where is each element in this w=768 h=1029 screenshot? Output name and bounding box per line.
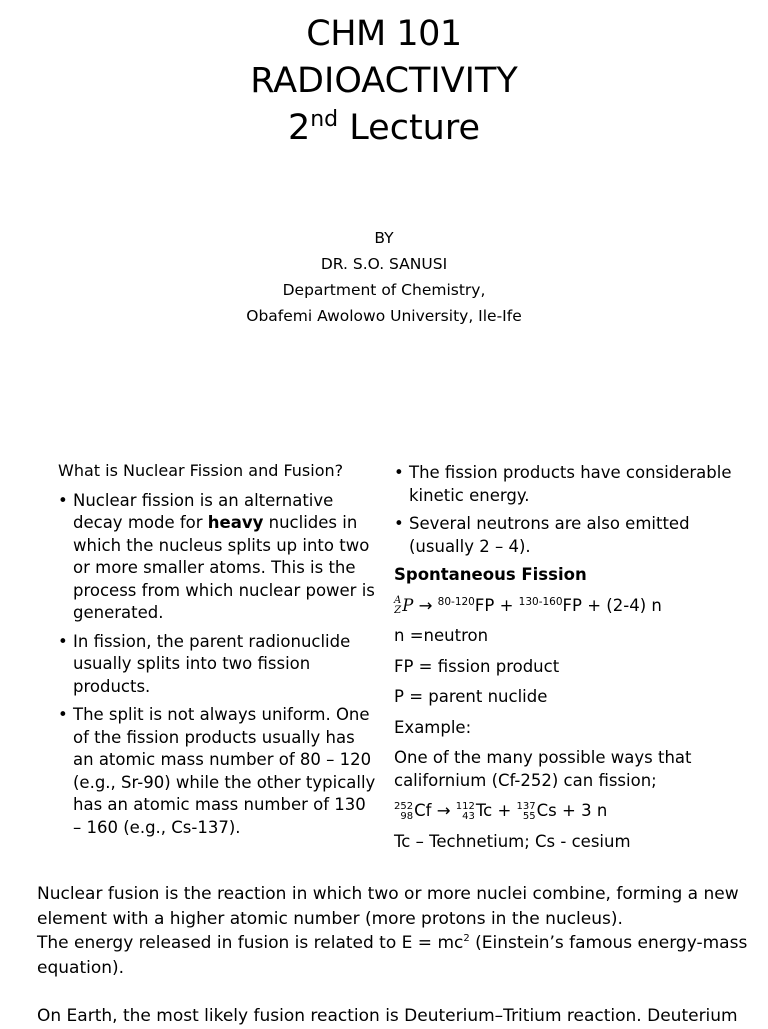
spontaneous-fission-equation [394, 595, 744, 618]
neutron-term: + 3 n [562, 801, 608, 820]
fission-details-list [394, 462, 744, 558]
fusion-energy [37, 931, 752, 980]
author-name: DR. S.O. SANUSI [320, 255, 448, 273]
definition-neutron: n =neutron [394, 626, 489, 645]
parent-nuclide-indices [394, 596, 401, 616]
by-label: BY [374, 229, 394, 247]
right-column [394, 462, 744, 861]
neutron-term: + (2-4) n [587, 595, 662, 615]
cs-mass-number: 137 [516, 800, 536, 812]
parent-symbol: P [402, 595, 414, 615]
bullet-text: Nuclear fission is an alternative decay mode for [73, 490, 334, 532]
plus-sign: + [497, 801, 512, 820]
content-slide [0, 450, 768, 1024]
fp1-label: FP [474, 595, 495, 615]
squared-exponent: 2 [463, 933, 470, 944]
definition-fission-product: FP = fission product [394, 656, 560, 676]
parent-atomic-number: Z [394, 605, 402, 616]
fusion-earth-reaction: On Earth, the most likely fusion reaction is Deuterium–Tritium reaction. Deuterium [37, 1006, 738, 1026]
bullet-text: nuclides in which the nucleus splits up into two or more smaller atoms. This is the process from which nuclear power is generated. [73, 513, 375, 622]
bullet-split-uniformity: • The split is not always uniform. One of the fission products usually has an atomic mass number of 80 – 120 (e.g., Sr-90) while the other typically has an atomic mass number of 130 – 160 (e.g., Cs-137). [58, 704, 376, 839]
example-text: One of the many possible ways that californium (Cf-252) can fission; [394, 748, 692, 790]
plus-sign: + [499, 595, 514, 615]
tc-symbol: Tc [475, 801, 493, 820]
cs-atomic-number: 55 [522, 810, 536, 822]
bullet-neutrons: • Several neutrons are also emitted (usually 2 – 4). [394, 513, 744, 558]
lecture-word: Lecture [349, 108, 481, 148]
cf-atomic-number: 98 [400, 810, 414, 822]
department: Department of Chemistry, [282, 281, 486, 299]
californium-fission-equation [394, 800, 744, 823]
left-column [58, 460, 376, 845]
cs-indices [517, 802, 536, 822]
spontaneous-fission-heading: Spontaneous Fission [394, 565, 587, 584]
tc-atomic-number: 43 [462, 810, 475, 822]
fusion-energy-text: (Einstein’s famous energy-mass equation). [37, 933, 748, 978]
lecture-number: 2 [287, 108, 311, 148]
cf-symbol: Cf [414, 801, 432, 820]
cf-indices [394, 802, 413, 822]
fusion-energy-text: The energy released in fusion is related to E = mc [37, 933, 464, 953]
lecture-title [0, 108, 768, 148]
example-label: Example: [394, 717, 472, 737]
section-heading: What is Nuclear Fission and Fusion? [58, 461, 344, 480]
element-legend: Tc – Technetium; Cs - cesium [394, 831, 631, 851]
fp2-mass-range: 130-160 [518, 595, 563, 608]
definition-parent-nuclide: P = parent nuclide [394, 687, 548, 706]
fission-bullet-list [58, 490, 376, 840]
bullet-fission-products: • In fission, the parent radionuclide usually splits into two fission products. [58, 631, 376, 699]
fusion-definition: Nuclear fusion is the reaction in which two or more nuclei combine, forming a new element with a higher atomic number (more protons in the nucleus). [37, 884, 739, 929]
fusion-paragraphs [37, 882, 752, 1029]
university: Obafemi Awolowo University, Ile-Ife [246, 307, 522, 325]
topic-title: RADIOACTIVITY [250, 61, 518, 101]
fp2-label: FP [562, 595, 582, 615]
title-slide [0, 0, 768, 440]
reaction-arrow: → [418, 595, 433, 615]
parent-mass-number: A [394, 595, 402, 606]
cf-mass-number: 252 [394, 800, 414, 812]
paragraph-gap [37, 980, 752, 1004]
bullet-kinetic-energy: • The fission products have considerable kinetic energy. [394, 462, 744, 507]
course-title: CHM 101 [306, 14, 462, 54]
cs-symbol: Cs [536, 801, 557, 820]
fp1-mass-range: 80-120 [437, 595, 475, 608]
tc-mass-number: 112 [455, 800, 475, 812]
bullet-fission-definition [58, 490, 376, 625]
tc-indices [456, 802, 475, 822]
lecture-ordinal-suffix: nd [310, 107, 339, 132]
reaction-arrow: → [436, 801, 451, 820]
bold-heavy: heavy [207, 513, 264, 532]
